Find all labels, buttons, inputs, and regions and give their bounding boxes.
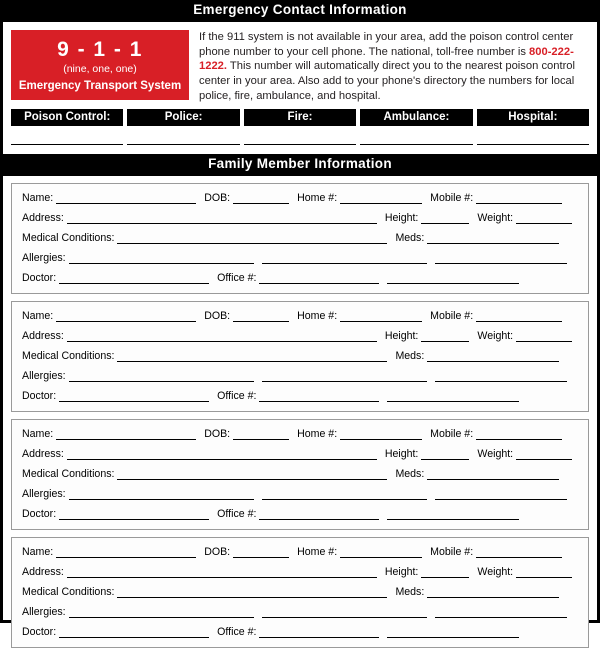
field-height[interactable] [421,566,469,578]
label-allergies: Allergies: [22,487,66,500]
field-allergies[interactable] [69,252,254,264]
row-name-dob-phones [22,310,578,322]
label-dob: DOB: [204,427,231,440]
paragraph-text-part1: If the 911 system is not available in your area, add the poison control center phone number to your cell phone. The national, toll-free number is [199,30,574,58]
row-allergies [22,606,578,618]
field-weight[interactable] [516,212,572,224]
row-medical-meds [22,232,578,244]
label-meds: Meds: [395,467,425,480]
label-home-number: Home #: [297,427,338,440]
label-weight: Weight: [477,565,514,578]
field-home-number[interactable] [340,428,422,440]
label-fire: Fire: [244,109,356,127]
emergency-911-badge [11,30,189,100]
field-medical-conditions[interactable] [117,232,387,244]
field-police[interactable] [127,144,239,145]
label-poison-control: Poison Control: [11,109,123,127]
label-name: Name: [22,427,54,440]
field-ambulance[interactable] [360,144,472,145]
poison-control-phone: 800-222-1222. [199,45,574,73]
label-name: Name: [22,191,54,204]
label-hospital: Hospital: [477,109,589,127]
row-name-dob-phones [22,546,578,558]
row-address-height-weight [22,330,578,342]
row-allergies [22,488,578,500]
field-meds[interactable] [427,468,559,480]
label-home-number: Home #: [297,191,338,204]
row-doctor-office [22,272,578,284]
field-mobile-number[interactable] [476,310,562,322]
emergency-contact-line-row [3,126,597,154]
label-allergies: Allergies: [22,369,66,382]
label-police: Police: [127,109,239,127]
row-allergies [22,370,578,382]
field-allergies[interactable] [69,488,254,500]
label-mobile-number: Mobile #: [430,427,474,440]
label-meds: Meds: [395,585,425,598]
label-address: Address: [22,447,64,460]
field-office-number[interactable] [259,508,379,520]
badge-system-name: Emergency Transport System [18,79,182,92]
field-fire[interactable] [244,144,356,145]
label-medical-conditions: Medical Conditions: [22,467,115,480]
field-dob[interactable] [233,310,289,322]
row-address-height-weight [22,212,578,224]
field-doctor-extra[interactable] [387,390,519,402]
field-doctor-extra[interactable] [387,626,519,638]
emergency-contact-label-row [3,108,597,127]
field-allergies-continued-2[interactable] [435,488,567,500]
field-allergies[interactable] [69,370,254,382]
field-doctor-extra[interactable] [387,508,519,520]
field-allergies-continued[interactable] [262,252,427,264]
field-address[interactable] [67,330,377,342]
label-weight: Weight: [477,211,514,224]
label-weight: Weight: [477,329,514,342]
label-height: Height: [384,211,419,224]
field-height[interactable] [421,330,469,342]
field-home-number[interactable] [340,310,422,322]
field-height[interactable] [421,448,469,460]
field-address[interactable] [67,566,377,578]
label-medical-conditions: Medical Conditions: [22,231,115,244]
row-name-dob-phones [22,428,578,440]
row-medical-meds [22,468,578,480]
label-name: Name: [22,545,54,558]
field-allergies[interactable] [69,606,254,618]
label-home-number: Home #: [297,545,338,558]
row-address-height-weight [22,448,578,460]
row-address-height-weight [22,566,578,578]
row-medical-meds [22,586,578,598]
field-mobile-number[interactable] [476,428,562,440]
field-allergies-continued[interactable] [262,606,427,618]
field-medical-conditions[interactable] [117,586,387,598]
field-name[interactable] [56,192,196,204]
field-doctor[interactable] [59,390,209,402]
field-dob[interactable] [233,428,289,440]
label-medical-conditions: Medical Conditions: [22,585,115,598]
family-member-card [11,537,589,648]
field-allergies-continued-2[interactable] [435,252,567,264]
label-address: Address: [22,565,64,578]
field-dob[interactable] [233,192,289,204]
field-meds[interactable] [427,232,559,244]
label-height: Height: [384,565,419,578]
label-home-number: Home #: [297,309,338,322]
label-ambulance: Ambulance: [360,109,472,127]
label-office-number: Office #: [217,271,257,284]
field-medical-conditions[interactable] [117,468,387,480]
field-hospital[interactable] [477,144,589,145]
label-doctor: Doctor: [22,625,57,638]
field-mobile-number[interactable] [476,546,562,558]
field-allergies-continued-2[interactable] [435,606,567,618]
label-office-number: Office #: [217,625,257,638]
label-address: Address: [22,329,64,342]
family-member-card [11,301,589,412]
label-office-number: Office #: [217,389,257,402]
field-name[interactable] [56,310,196,322]
label-doctor: Doctor: [22,271,57,284]
field-height[interactable] [421,212,469,224]
label-height: Height: [384,447,419,460]
label-medical-conditions: Medical Conditions: [22,349,115,362]
family-member-card [11,183,589,294]
label-mobile-number: Mobile #: [430,545,474,558]
field-weight[interactable] [516,330,572,342]
badge-number: 9 - 1 - 1 [57,37,143,61]
row-allergies [22,252,578,264]
label-dob: DOB: [204,545,231,558]
field-doctor-extra[interactable] [387,272,519,284]
field-meds[interactable] [427,350,559,362]
paragraph-text-part2: This number will automatically direct you to the nearest poison control center in your area. Also add to your phone's directory the numbers for local police, fire, ambulance, and hospital. [199,60,576,102]
row-doctor-office [22,508,578,520]
section-header-emergency: Emergency Contact Information [3,0,597,22]
label-meds: Meds: [395,231,425,244]
label-mobile-number: Mobile #: [430,309,474,322]
field-home-number[interactable] [340,546,422,558]
emergency-info-block [3,22,597,108]
field-name[interactable] [56,428,196,440]
field-poison-control[interactable] [11,144,123,145]
label-weight: Weight: [477,447,514,460]
field-doctor[interactable] [59,508,209,520]
field-office-number[interactable] [259,272,379,284]
field-doctor[interactable] [59,626,209,638]
label-height: Height: [384,329,419,342]
section-header-family: Family Member Information [3,154,597,176]
field-allergies-continued[interactable] [262,488,427,500]
row-doctor-office [22,626,578,638]
field-allergies-continued-2[interactable] [435,370,567,382]
field-address[interactable] [67,448,377,460]
field-office-number[interactable] [259,626,379,638]
label-address: Address: [22,211,64,224]
label-doctor: Doctor: [22,507,57,520]
label-dob: DOB: [204,309,231,322]
field-dob[interactable] [233,546,289,558]
label-meds: Meds: [395,349,425,362]
emergency-paragraph [189,30,589,104]
label-allergies: Allergies: [22,605,66,618]
field-weight[interactable] [516,566,572,578]
label-name: Name: [22,309,54,322]
field-medical-conditions[interactable] [117,350,387,362]
row-doctor-office [22,390,578,402]
field-doctor[interactable] [59,272,209,284]
field-address[interactable] [67,212,377,224]
row-name-dob-phones [22,192,578,204]
field-mobile-number[interactable] [476,192,562,204]
field-office-number[interactable] [259,390,379,402]
label-dob: DOB: [204,191,231,204]
field-allergies-continued[interactable] [262,370,427,382]
field-weight[interactable] [516,448,572,460]
label-doctor: Doctor: [22,389,57,402]
badge-spoken-number: (nine, one, one) [63,62,137,75]
label-mobile-number: Mobile #: [430,191,474,204]
family-member-cards [3,176,597,648]
field-name[interactable] [56,546,196,558]
family-member-card [11,419,589,530]
field-home-number[interactable] [340,192,422,204]
row-medical-meds [22,350,578,362]
field-meds[interactable] [427,586,559,598]
label-office-number: Office #: [217,507,257,520]
label-allergies: Allergies: [22,251,66,264]
